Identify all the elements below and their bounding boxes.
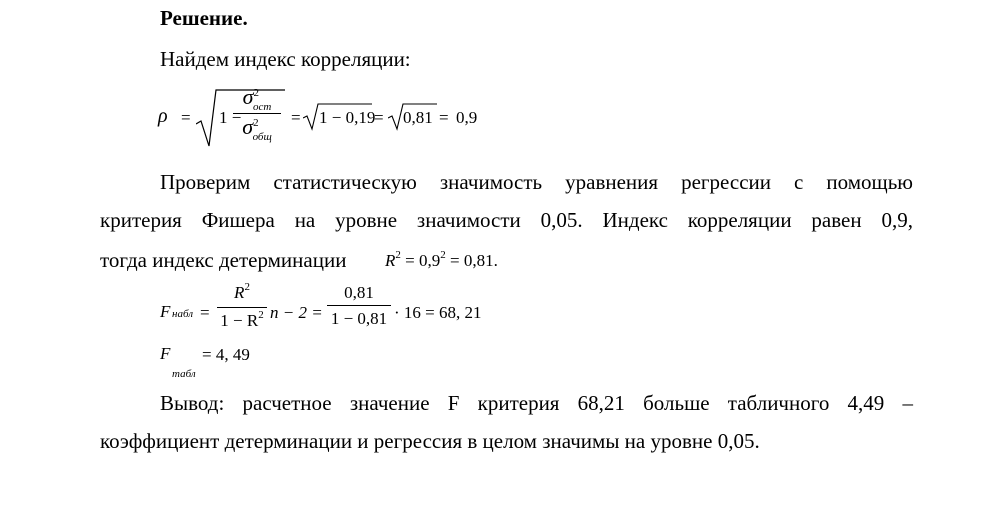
- value-fraction: [327, 283, 391, 329]
- paragraph2-line1: Проверим статистическую значимость уравнения регрессии с помощью: [160, 170, 913, 194]
- fraction-numerator: $R^2$: [234, 281, 250, 302]
- fraction-denominator: 1 − 0,81: [330, 309, 388, 328]
- f-subscript: набл: [172, 308, 194, 320]
- sqrt-arg-1: 1 − 0,19: [319, 108, 376, 127]
- sqrt-arg-2: 0,81: [403, 108, 433, 127]
- paragraph2-line2: критерия Фишера на уровне значимости 0,05. Индекс корреляции равен 0,9,: [100, 208, 913, 232]
- equals-sign: =: [374, 108, 384, 127]
- equals-sign: =: [200, 303, 210, 322]
- fraction-bar: [217, 307, 267, 308]
- n-minus-two: n − 2 =: [270, 303, 323, 322]
- conclusion-line1: Вывод: расчетное значение F критерия 68,21 больше табличного 4,49 –: [160, 391, 913, 415]
- one-minus: 1 −: [219, 108, 242, 127]
- equals-sign: =: [181, 108, 191, 127]
- f-subscript: табл: [172, 368, 196, 380]
- intro-text: Найдем индекс корреляции:: [160, 47, 411, 71]
- fraction-numerator: 0,81: [344, 283, 374, 302]
- solution-heading: Решение.: [160, 6, 248, 30]
- conclusion-line2: коэффициент детерминации и регрессия в целом значимы на уровне 0,05.: [100, 429, 760, 453]
- fraction-bar: [233, 113, 281, 114]
- fraction-denominator: $1 - R^2$: [220, 309, 264, 330]
- f-result: · 16 = 68, 21: [394, 303, 482, 322]
- equals-sign: =: [439, 108, 449, 127]
- f-symbol: F: [160, 302, 171, 321]
- equals-sign: =: [291, 108, 301, 127]
- determination-formula: $R^2 = 0,9^2 = 0,81$.: [385, 249, 498, 270]
- rho-result: 0,9: [456, 108, 478, 127]
- sigma-fraction: [233, 84, 281, 143]
- paragraph2-line3: тогда индекс детерминации: [100, 248, 347, 272]
- fraction-denominator: $\sigma^2_{общ}$: [242, 114, 272, 143]
- fraction-numerator: $\sigma^2_{ост}$: [242, 84, 272, 113]
- fraction-bar: [327, 305, 391, 306]
- f-symbol: F: [160, 344, 171, 363]
- r-fraction: [217, 283, 267, 333]
- f-table-value: = 4, 49: [202, 345, 250, 364]
- rho-symbol: ρ: [158, 105, 168, 127]
